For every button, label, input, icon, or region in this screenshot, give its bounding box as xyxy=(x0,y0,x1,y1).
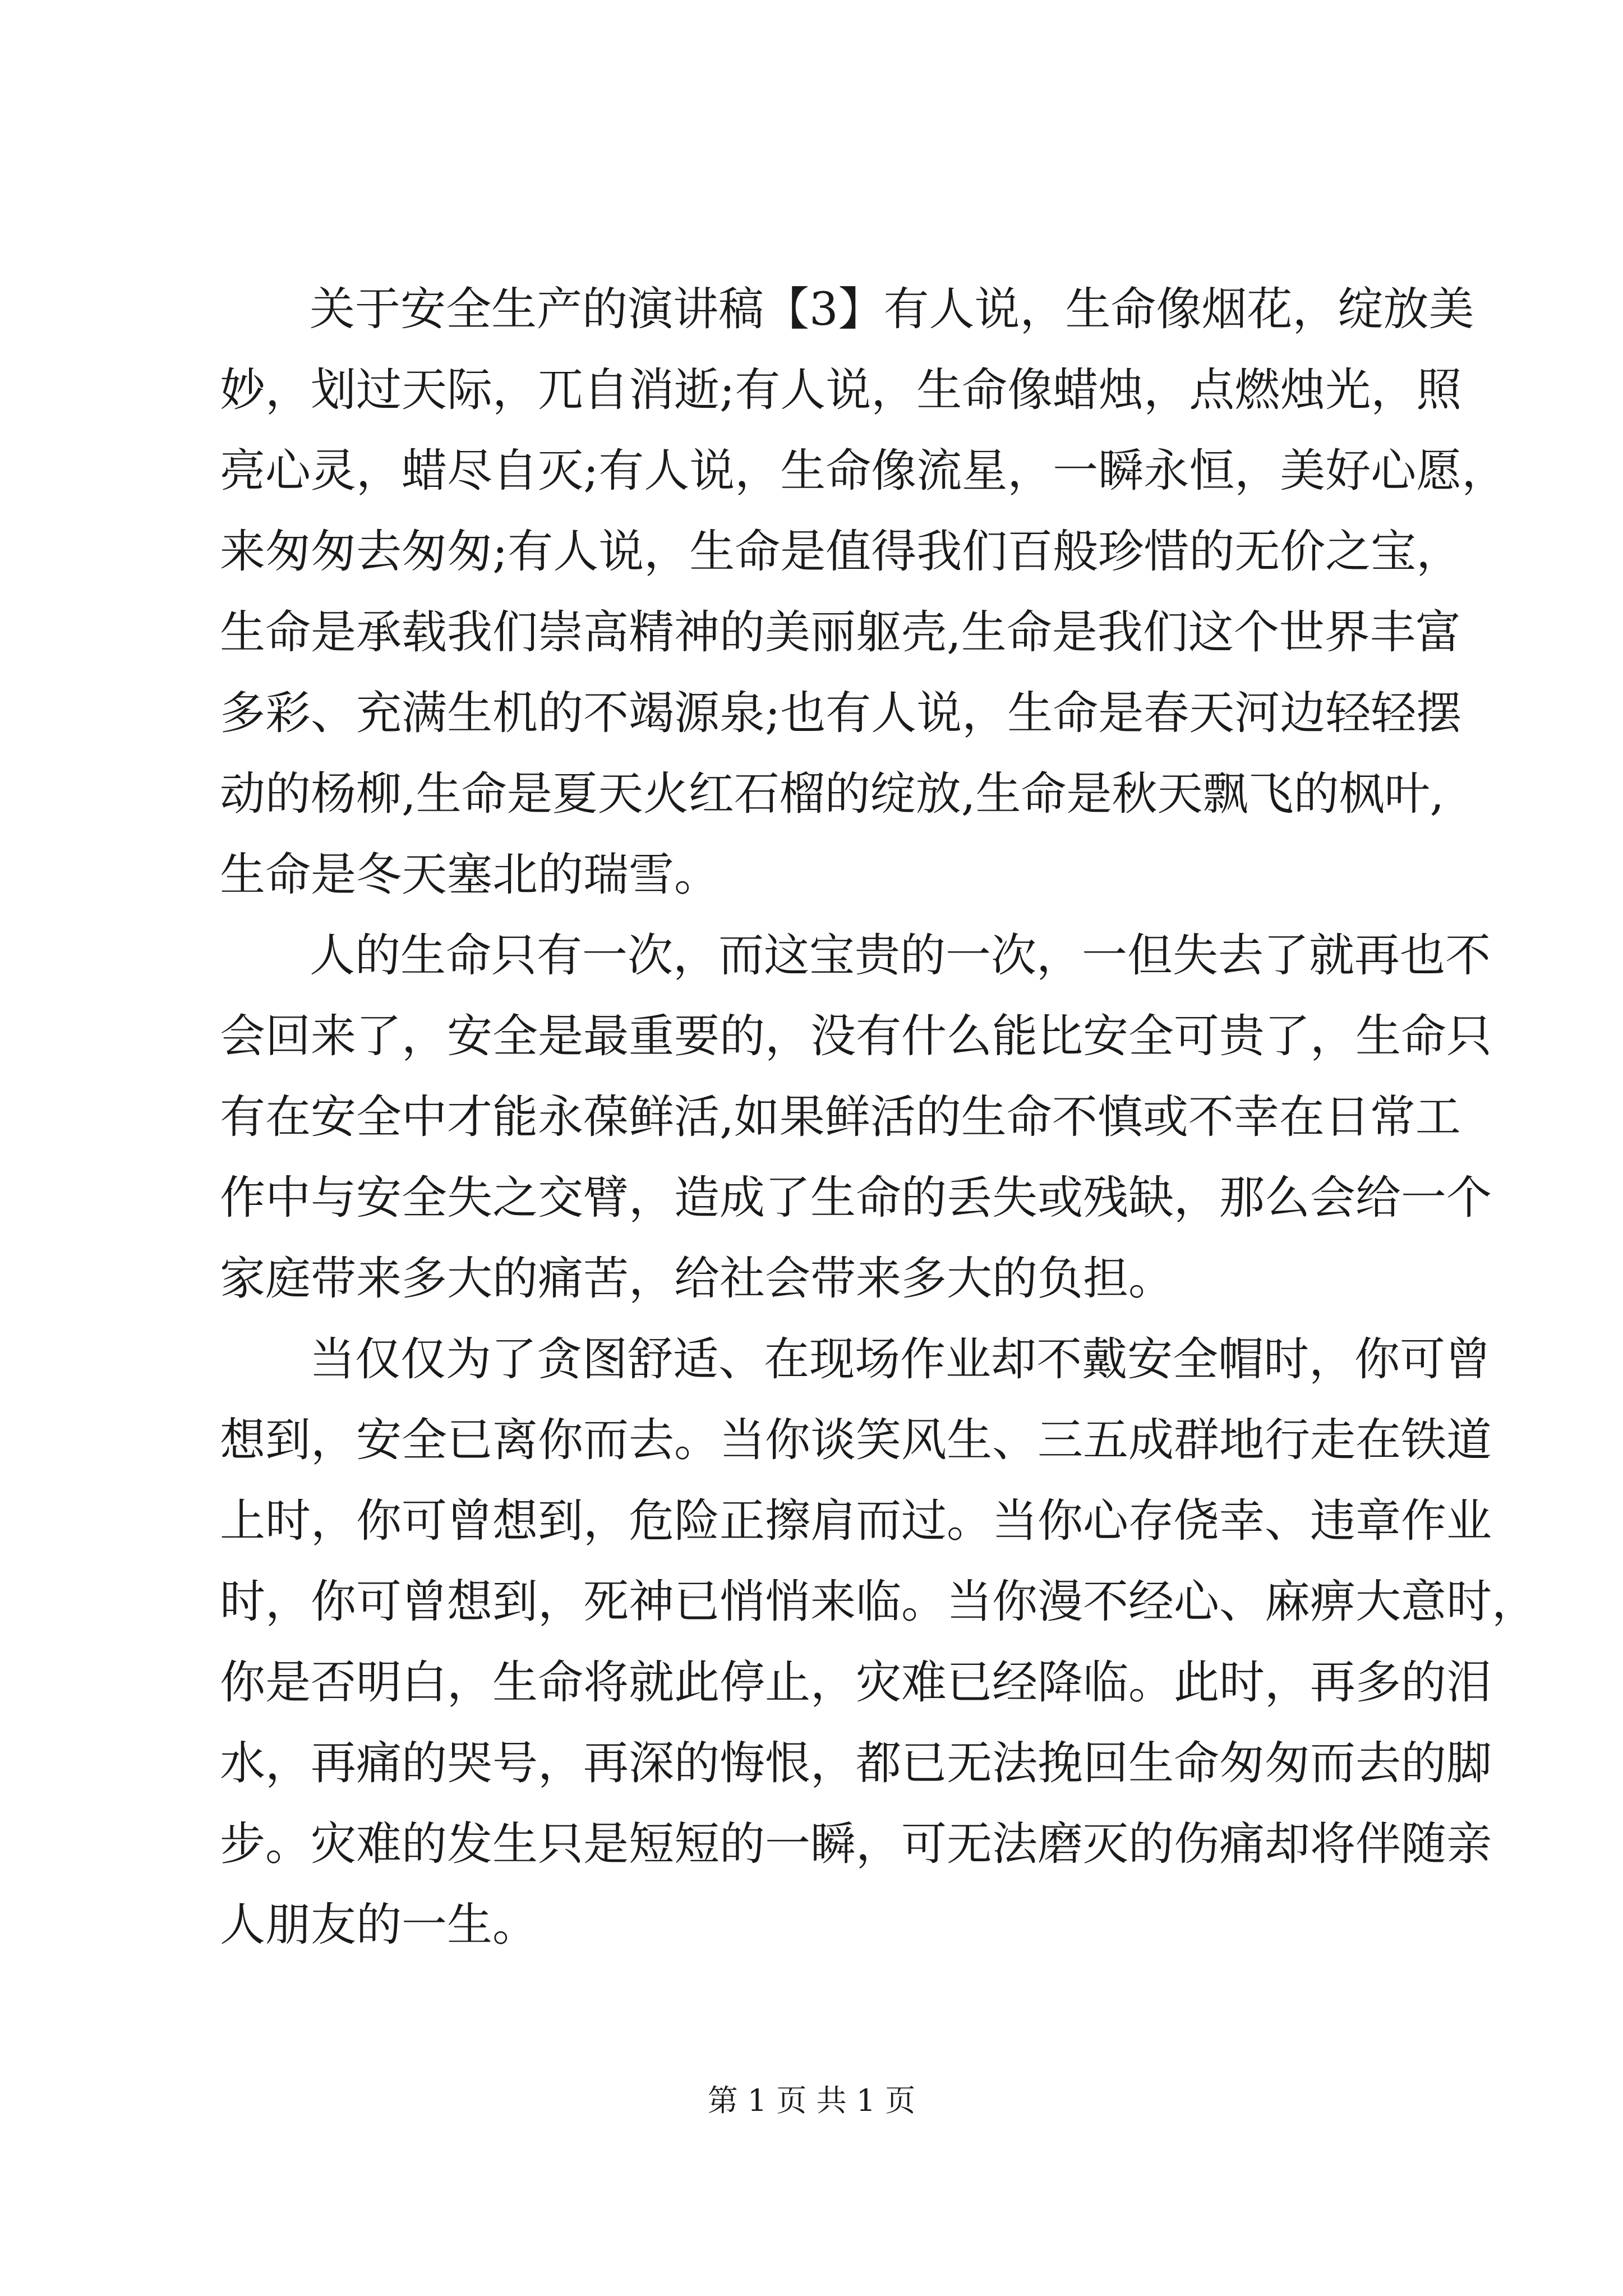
paragraph-3-line-6: 水，再痛的哭号，再深的悔恨，都已无法挽回生命匆匆而去的脚 xyxy=(220,1737,1492,1790)
paragraph-3-line-3: 上时，你可曾想到，危险正擦肩而过。当你心存侥幸、违章作业 xyxy=(220,1495,1492,1548)
paragraph-2-line-1: 人的生命只有一次，而这宝贵的一次，一但失去了就再也不 xyxy=(310,930,1491,982)
paragraph-3-line-2: 想到，安全已离你而去。当你谈笑风生、三五成群地行走在铁道 xyxy=(220,1414,1492,1467)
paragraph-1-line-7: 动的杨柳,生命是夏天火红石榴的绽放,生命是秋天飘飞的枫叶, xyxy=(220,768,1445,821)
paragraph-2-line-3: 有在安全中才能永葆鲜活,如果鲜活的生命不慎或不幸在日常工 xyxy=(220,1091,1461,1144)
paragraph-1-line-2: 妙，划过天际，兀自消逝;有人说，生命像蜡烛，点燃烛光，照 xyxy=(220,364,1462,417)
paragraph-1-line-5: 生命是承载我们崇高精神的美丽躯壳,生命是我们这个世界丰富 xyxy=(220,606,1461,659)
paragraph-1-line-6: 多彩、充满生机的不竭源泉;也有人说，生命是春天河边轻轻摆 xyxy=(220,687,1462,740)
paragraph-2-line-4: 作中与安全失之交臂，造成了生命的丢失或残缺，那么会给一个 xyxy=(220,1172,1492,1225)
paragraph-3-line-5: 你是否明白，生命将就此停止，灾难已经降临。此时，再多的泪 xyxy=(220,1657,1492,1709)
paragraph-1-line-8: 生命是冬天塞北的瑞雪。 xyxy=(220,849,720,901)
paragraph-2-line-5: 家庭带来多大的痛苦，给社会带来多大的负担。 xyxy=(220,1253,1174,1305)
paragraph-2-line-2: 会回来了，安全是最重要的，没有什么能比安全可贵了，生命只 xyxy=(220,1010,1492,1063)
paragraph-1-line-4: 来匆匆去匆匆;有人说，生命是值得我们百般珍惜的无价之宝， xyxy=(220,526,1462,578)
page-number-footer: 第 1 页 共 1 页 xyxy=(707,2083,916,2118)
paragraph-3-line-7: 步。灾难的发生只是短短的一瞬，可无法磨灭的伤痛却将伴随亲 xyxy=(220,1818,1492,1871)
paragraph-3-line-4: 时，你可曾想到，死神已悄悄来临。当你漫不经心、麻痹大意时， xyxy=(220,1576,1538,1628)
document-body xyxy=(220,269,1538,1966)
paragraph-3-line-1: 当仅仅为了贪图舒适、在现场作业却不戴安全帽时，你可曾 xyxy=(310,1333,1491,1386)
paragraph-3-line-8: 人朋友的一生。 xyxy=(220,1899,538,1952)
paragraph-1-line-3: 亮心灵，蜡尽自灭;有人说，生命像流星，一瞬永恒，美好心愿， xyxy=(220,445,1507,498)
paragraph-1-line-1: 关于安全生产的演讲稿【3】有人说，生命像烟花，绽放美 xyxy=(310,283,1474,336)
